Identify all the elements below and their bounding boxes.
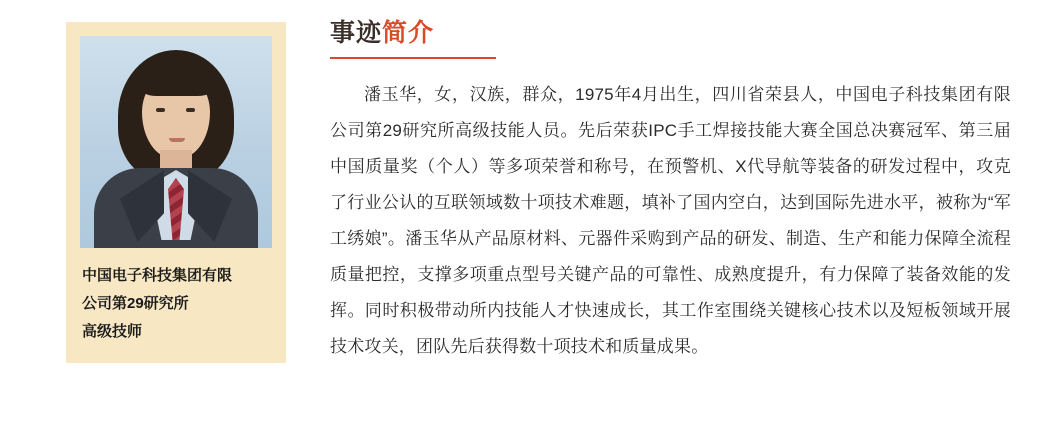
profile-caption-line-1: 中国电子科技集团有限	[82, 267, 233, 284]
portrait-eye-left	[156, 108, 165, 112]
portrait-photo	[80, 36, 272, 248]
page-title-dark: 事迹	[330, 19, 383, 47]
biography-paragraph: 潘玉华，女，汉族，群众，1975年4月出生，四川省荣县人，中国电子科技集团有限公司第29研究所高级技能人员。先后荣获IPC手工焊接技能大赛全国总决赛冠军、第三届中国质量奖（个人）等多项荣誉和称号，在预警机、X代导航等装备的研发过程中，攻克了行业公认的互联领域数十项技术难题，填补了国内空白，达到国际先进水平，被称为“军工绣娘”。潘玉华从产品原材料、元器件采购到产品的研发、制造、生产和能力保障全流程质量把控，支撑多项重点型号关键产品的可靠性、成熟度提升，有力保障了装备效能的发挥。同时积极带动所内技能人才快速成长，其工作室围绕关键核心技术以及短板领域开展技术攻关，团队先后获得数十项技术和质量成果。	[330, 85, 1011, 357]
content-column	[330, 16, 1011, 365]
page-title	[330, 16, 434, 51]
portrait-mouth	[169, 138, 185, 142]
title-underline	[330, 57, 496, 59]
profile-caption	[80, 262, 272, 345]
profile-caption-line-2: 公司第29研究所	[82, 294, 189, 312]
page-title-accent: 简介	[382, 19, 435, 47]
profile-caption-line-3: 高级技师	[82, 322, 143, 340]
portrait-fringe	[136, 62, 218, 96]
portrait-eye-right	[186, 108, 195, 112]
profile-card	[66, 22, 286, 363]
